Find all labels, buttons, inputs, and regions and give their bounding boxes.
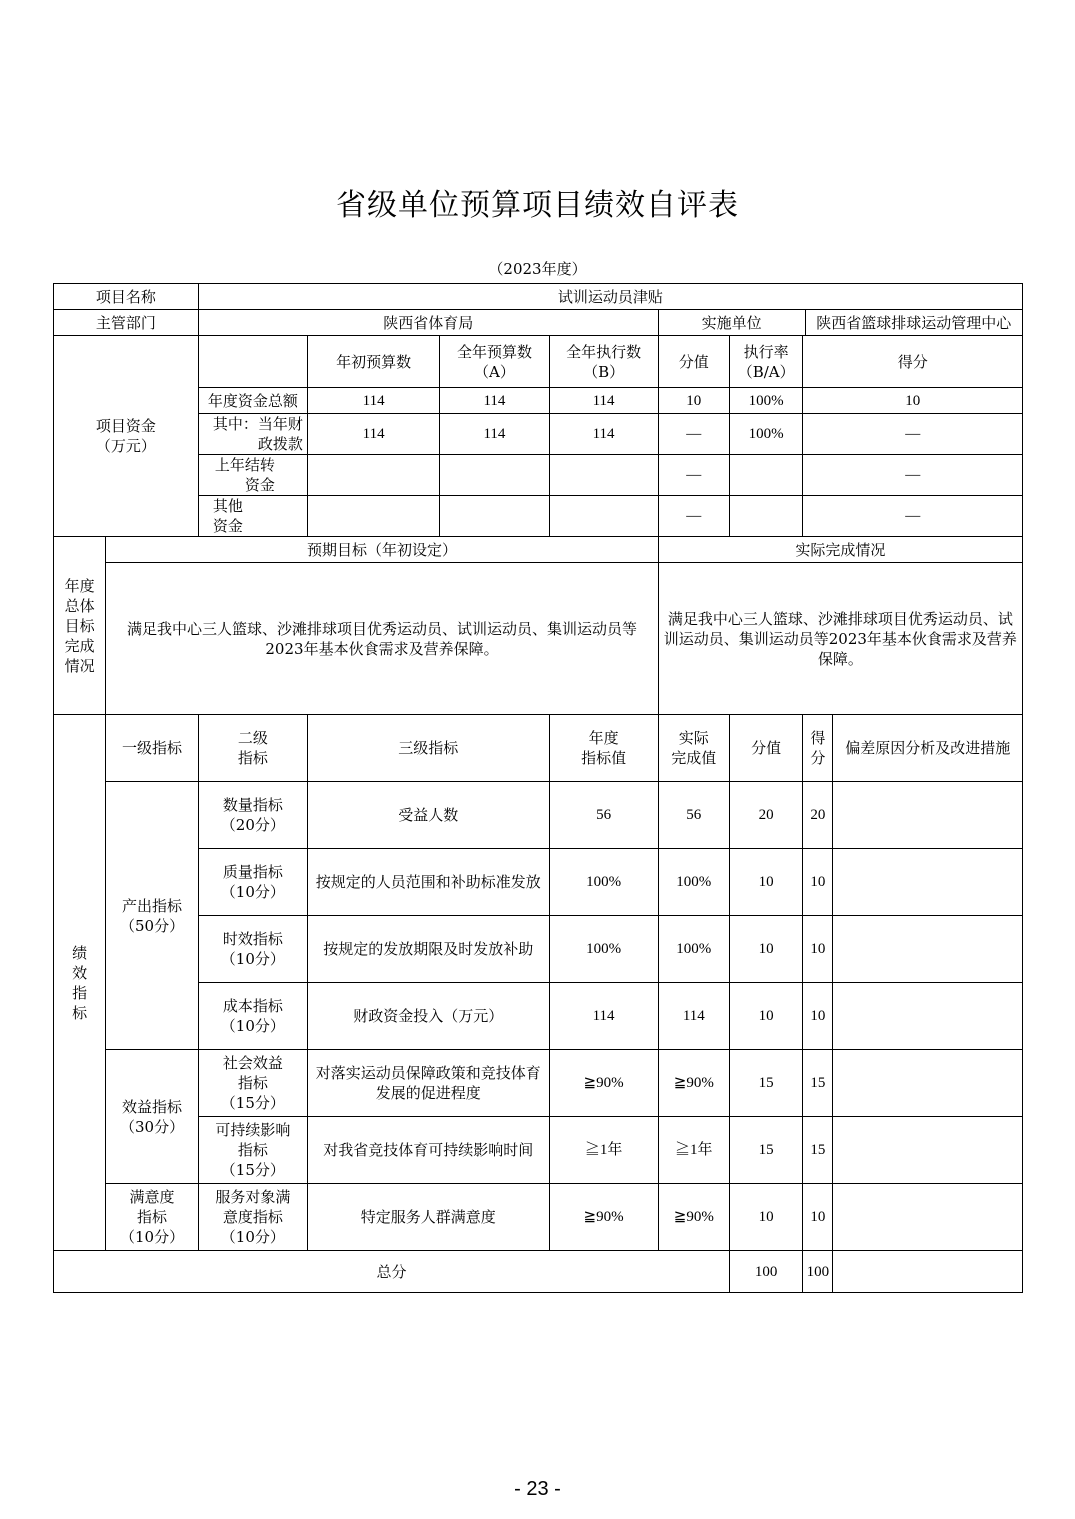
- level3-cell: 财政资金投入（万元）: [307, 983, 549, 1050]
- score-value-cell: 10: [729, 983, 802, 1050]
- total-deviation: [833, 1251, 1023, 1293]
- performance-evaluation-table: [53, 283, 1023, 1293]
- actual-completion-header: 实际完成情况: [658, 537, 1022, 563]
- goals-content-row: [54, 563, 1023, 715]
- funds-executed: [549, 455, 658, 496]
- score-cell: 10: [803, 983, 833, 1050]
- funds-label-line2: （万元）: [95, 437, 156, 455]
- actual-completion-text: 满足我中心三人篮球、沙滩排球项目优秀运动员、试训运动员、集训运动员等2023年基本伙食需求及营养保障。: [658, 563, 1022, 715]
- total-row: [54, 1251, 1023, 1293]
- score-cell: 10: [803, 1184, 833, 1251]
- funds-row: [54, 496, 1023, 537]
- page-number: - 23 -: [514, 1478, 561, 1500]
- level2-cell: 数量指标 （20分）: [198, 782, 307, 849]
- level3-header: 三级指标: [307, 715, 549, 782]
- funds-row: [54, 455, 1023, 496]
- funds-rate: 100%: [729, 388, 802, 414]
- indicator-row: [54, 983, 1023, 1050]
- department-value: 陕西省体育局: [198, 310, 658, 336]
- actual-cell: ≧1年: [658, 1117, 729, 1184]
- implementing-unit-value: 陕西省篮球排球运动管理中心: [805, 310, 1022, 336]
- funds-header-initial: 年初预算数: [307, 336, 440, 388]
- funds-row-label: 上年结转资金: [198, 455, 307, 496]
- funds-header-row: [54, 336, 1023, 388]
- deviation-cell: [833, 983, 1023, 1050]
- level3-cell: 受益人数: [307, 782, 549, 849]
- score-value-cell: 10: [729, 1184, 802, 1251]
- indicators-label: 绩 效 指 标: [54, 715, 106, 1251]
- funds-executed: [549, 496, 658, 537]
- score-value-cell: 10: [729, 916, 802, 983]
- indicator-row: [54, 1184, 1023, 1251]
- score-value-cell: 20: [729, 782, 802, 849]
- level2-cell: 社会效益 指标 （15分）: [198, 1050, 307, 1117]
- goals-header-row: [54, 537, 1023, 563]
- total-score: 100: [803, 1251, 833, 1293]
- level2-header: 二级 指标: [198, 715, 307, 782]
- target-cell: 100%: [549, 916, 658, 983]
- actual-cell: 100%: [658, 916, 729, 983]
- score-cell: 15: [803, 1117, 833, 1184]
- funds-annual: 114: [440, 388, 549, 414]
- funds-header-blank: [198, 336, 307, 388]
- funds-annual: 114: [440, 414, 549, 455]
- funds-header-score: 得分: [803, 336, 1023, 388]
- deviation-cell: [833, 849, 1023, 916]
- indicator-row: [54, 916, 1023, 983]
- funds-header-rate: 执行率 （B/A）: [729, 336, 802, 388]
- deviation-cell: [833, 916, 1023, 983]
- department-label: 主管部门: [54, 310, 199, 336]
- project-name-value: 试训运动员津贴: [198, 284, 1022, 310]
- funds-score-value: 10: [658, 388, 729, 414]
- indicator-row: [54, 782, 1023, 849]
- funds-row-label: 其他资金: [198, 496, 307, 537]
- target-cell: 114: [549, 983, 658, 1050]
- indicators-header-row: [54, 715, 1023, 782]
- target-cell: ≧90%: [549, 1050, 658, 1117]
- funds-annual: [440, 496, 549, 537]
- actual-cell: 100%: [658, 849, 729, 916]
- total-score-value: 100: [729, 1251, 802, 1293]
- level3-cell: 对落实运动员保障政策和竞技体育发展的促进程度: [307, 1050, 549, 1117]
- fiscal-year: （2023年度）: [488, 260, 587, 278]
- funds-annual: [440, 455, 549, 496]
- level2-cell: 时效指标 （10分）: [198, 916, 307, 983]
- actual-cell: ≧90%: [658, 1184, 729, 1251]
- score-cell: 10: [803, 849, 833, 916]
- funds-row: [54, 388, 1023, 414]
- score-value-header: 分值: [729, 715, 802, 782]
- actual-cell: 114: [658, 983, 729, 1050]
- funds-score: —: [803, 496, 1023, 537]
- department-row: [54, 310, 1023, 336]
- target-header: 年度 指标值: [549, 715, 658, 782]
- funds-score-value: —: [658, 496, 729, 537]
- actual-header: 实际 完成值: [658, 715, 729, 782]
- score-header: 得分: [803, 715, 833, 782]
- funds-row-label: 年度资金总额: [198, 388, 307, 414]
- level2-cell: 成本指标 （10分）: [198, 983, 307, 1050]
- actual-cell: ≧90%: [658, 1050, 729, 1117]
- funds-rate: [729, 496, 802, 537]
- indicator-row: [54, 849, 1023, 916]
- indicator-row: [54, 1050, 1023, 1117]
- funds-initial: 114: [307, 414, 440, 455]
- level1-satisfaction: 满意度 指标 （10分）: [106, 1184, 198, 1251]
- funds-score: 10: [803, 388, 1023, 414]
- deviation-cell: [833, 1184, 1023, 1251]
- level3-cell: 按规定的发放期限及时发放补助: [307, 916, 549, 983]
- level1-benefit: 效益指标 （30分）: [106, 1050, 198, 1184]
- level3-cell: 特定服务人群满意度: [307, 1184, 549, 1251]
- funds-score: —: [803, 414, 1023, 455]
- score-cell: 20: [803, 782, 833, 849]
- actual-cell: 56: [658, 782, 729, 849]
- funds-score-value: —: [658, 414, 729, 455]
- funds-row: [54, 414, 1023, 455]
- funds-executed: 114: [549, 388, 658, 414]
- level2-cell: 可持续影响 指标 （15分）: [198, 1117, 307, 1184]
- project-name-row: [54, 284, 1023, 310]
- funds-score: —: [803, 455, 1023, 496]
- funds-header-executed: 全年执行数 （B）: [549, 336, 658, 388]
- score-value-cell: 10: [729, 849, 802, 916]
- funds-rate: 100%: [729, 414, 802, 455]
- deviation-cell: [833, 782, 1023, 849]
- level1-header: 一级指标: [106, 715, 198, 782]
- expected-goal-text: 满足我中心三人篮球、沙滩排球项目优秀运动员、试训运动员、集训运动员等2023年基本伙食需求及营养保障。: [106, 563, 658, 715]
- project-name-label: 项目名称: [54, 284, 199, 310]
- indicator-row: [54, 1117, 1023, 1184]
- target-cell: 100%: [549, 849, 658, 916]
- funds-header-score-value: 分值: [658, 336, 729, 388]
- funds-rate: [729, 455, 802, 496]
- level2-cell: 质量指标 （10分）: [198, 849, 307, 916]
- level1-output: 产出指标 （50分）: [106, 782, 198, 1050]
- score-cell: 10: [803, 916, 833, 983]
- deviation-cell: [833, 1050, 1023, 1117]
- score-value-cell: 15: [729, 1117, 802, 1184]
- funds-initial: 114: [307, 388, 440, 414]
- target-cell: ≧1年: [549, 1117, 658, 1184]
- funds-initial: [307, 496, 440, 537]
- page-title: 省级单位预算项目绩效自评表: [336, 188, 739, 223]
- target-cell: ≧90%: [549, 1184, 658, 1251]
- funds-initial: [307, 455, 440, 496]
- score-value-cell: 15: [729, 1050, 802, 1117]
- implementing-unit-label: 实施单位: [658, 310, 805, 336]
- funds-label: [54, 336, 199, 537]
- funds-score-value: —: [658, 455, 729, 496]
- deviation-header: 偏差原因分析及改进措施: [833, 715, 1023, 782]
- level3-cell: 按规定的人员范围和补助标准发放: [307, 849, 549, 916]
- level2-cell: 服务对象满 意度指标 （10分）: [198, 1184, 307, 1251]
- goals-label: 年度 总体 目标 完成 情况: [54, 537, 106, 715]
- expected-goal-header: 预期目标（年初设定）: [106, 537, 658, 563]
- deviation-cell: [833, 1117, 1023, 1184]
- score-cell: 15: [803, 1050, 833, 1117]
- funds-executed: 114: [549, 414, 658, 455]
- funds-row-label: 其中：当年财政拨款: [198, 414, 307, 455]
- level3-cell: 对我省竞技体育可持续影响时间: [307, 1117, 549, 1184]
- funds-header-annual: 全年预算数 （A）: [440, 336, 549, 388]
- funds-label-line1: 项目资金: [95, 417, 156, 435]
- total-label: 总分: [54, 1251, 730, 1293]
- target-cell: 56: [549, 782, 658, 849]
